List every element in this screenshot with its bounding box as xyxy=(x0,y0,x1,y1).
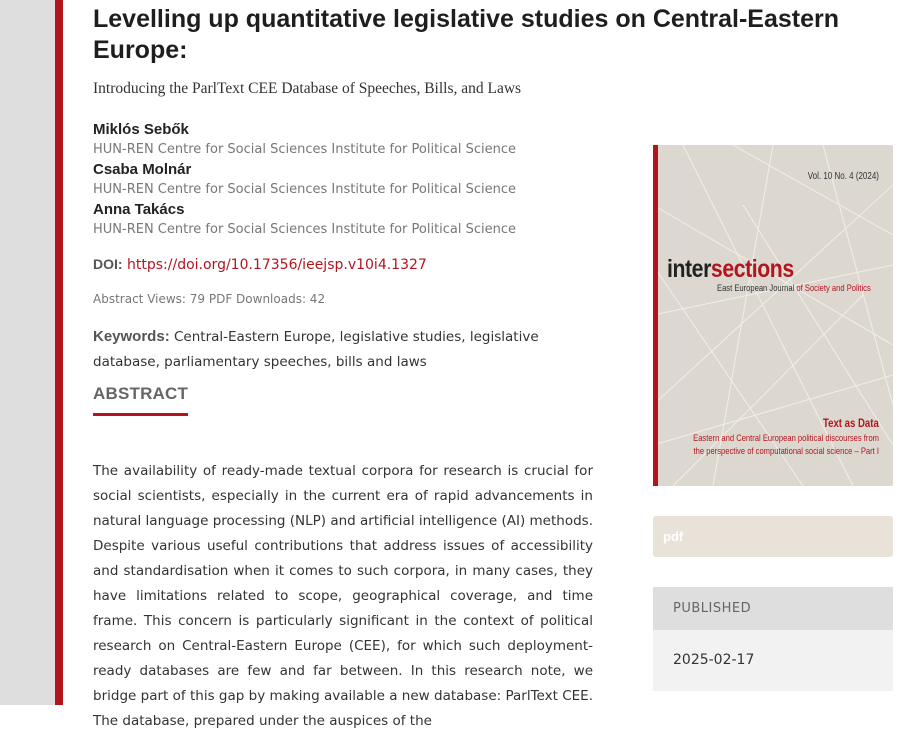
author-affiliation: HUN-REN Centre for Social Sciences Institute for Political Science xyxy=(93,182,517,197)
article-stats: Abstract Views: 79 PDF Downloads: 42 xyxy=(93,292,326,306)
article-subtitle: Introducing the ParlText CEE Database of Speeches, Bills, and Laws xyxy=(93,80,522,97)
journal-subtitle xyxy=(717,283,871,294)
doi-line xyxy=(93,256,427,273)
author-affiliation: HUN-REN Centre for Social Sciences Institute for Political Science xyxy=(93,222,517,237)
doi-label: DOI: xyxy=(93,256,123,272)
abstract-text: The availability of ready-made textual corpora for research is crucial for social scientists, especially in the current era of rapid advancements in natural language processing (NLP) and artificial intelligence (AI) methods. Despite various useful contributions that address issues of accessibility and standardisation when it comes to such corpora, in many cases, they have limitations related to scope, geographical coverage, and time frame. This concern is particularly significant in the context of political research on Central-Eastern Europe (CEE), for which such deployment-ready databases are few and far between. In this research note, we bridge part of this gap by making available a new database: ParlText CEE. The database, prepared under the auspices of the xyxy=(93,463,593,729)
keywords-label: Keywords: xyxy=(93,328,170,345)
journal-subtitle-part: of Society and Politics xyxy=(794,283,871,294)
keywords-block xyxy=(93,324,593,375)
journal-cover-image[interactable] xyxy=(653,145,893,486)
journal-subtitle-part: East European Journal xyxy=(717,283,795,294)
logo-part: inter xyxy=(667,255,711,283)
doi-link[interactable]: https://doi.org/10.17356/ieejsp.v10i4.1327 xyxy=(127,257,427,273)
cover-theme-title: Text as Data xyxy=(823,416,879,430)
page-gutter xyxy=(0,0,55,705)
author-entry xyxy=(93,120,633,160)
accent-rule xyxy=(55,0,63,705)
abstract-heading: ABSTRACT xyxy=(93,384,188,416)
published-box xyxy=(653,587,893,691)
cover-desc-line: Eastern and Central European political discourses from xyxy=(693,433,879,444)
published-label: PUBLISHED xyxy=(653,587,893,630)
article-title: Levelling up quantitative legislative studies on Central-Eastern Europe: xyxy=(93,5,840,64)
author-name: Csaba Molnár xyxy=(93,161,192,178)
author-entry xyxy=(93,160,633,200)
author-name: Anna Takács xyxy=(93,201,185,218)
cover-desc-line: the perspective of computational social science – Part I xyxy=(693,446,879,457)
author-entry xyxy=(93,200,633,240)
cover-volume: Vol. 10 No. 4 (2024) xyxy=(807,171,879,182)
cover-theme-desc xyxy=(655,432,879,458)
keywords-text: Central-Eastern Europe, legislative studies, legislative database, parliamentary speeches, bills and laws xyxy=(93,329,539,370)
published-date: 2025-02-17 xyxy=(653,630,893,691)
journal-logo xyxy=(667,255,794,284)
author-affiliation: HUN-REN Centre for Social Sciences Institute for Political Science xyxy=(93,142,517,157)
pdf-download-button[interactable]: pdf xyxy=(653,516,893,557)
logo-part: sections xyxy=(710,255,794,283)
author-name: Miklós Sebők xyxy=(93,121,189,138)
